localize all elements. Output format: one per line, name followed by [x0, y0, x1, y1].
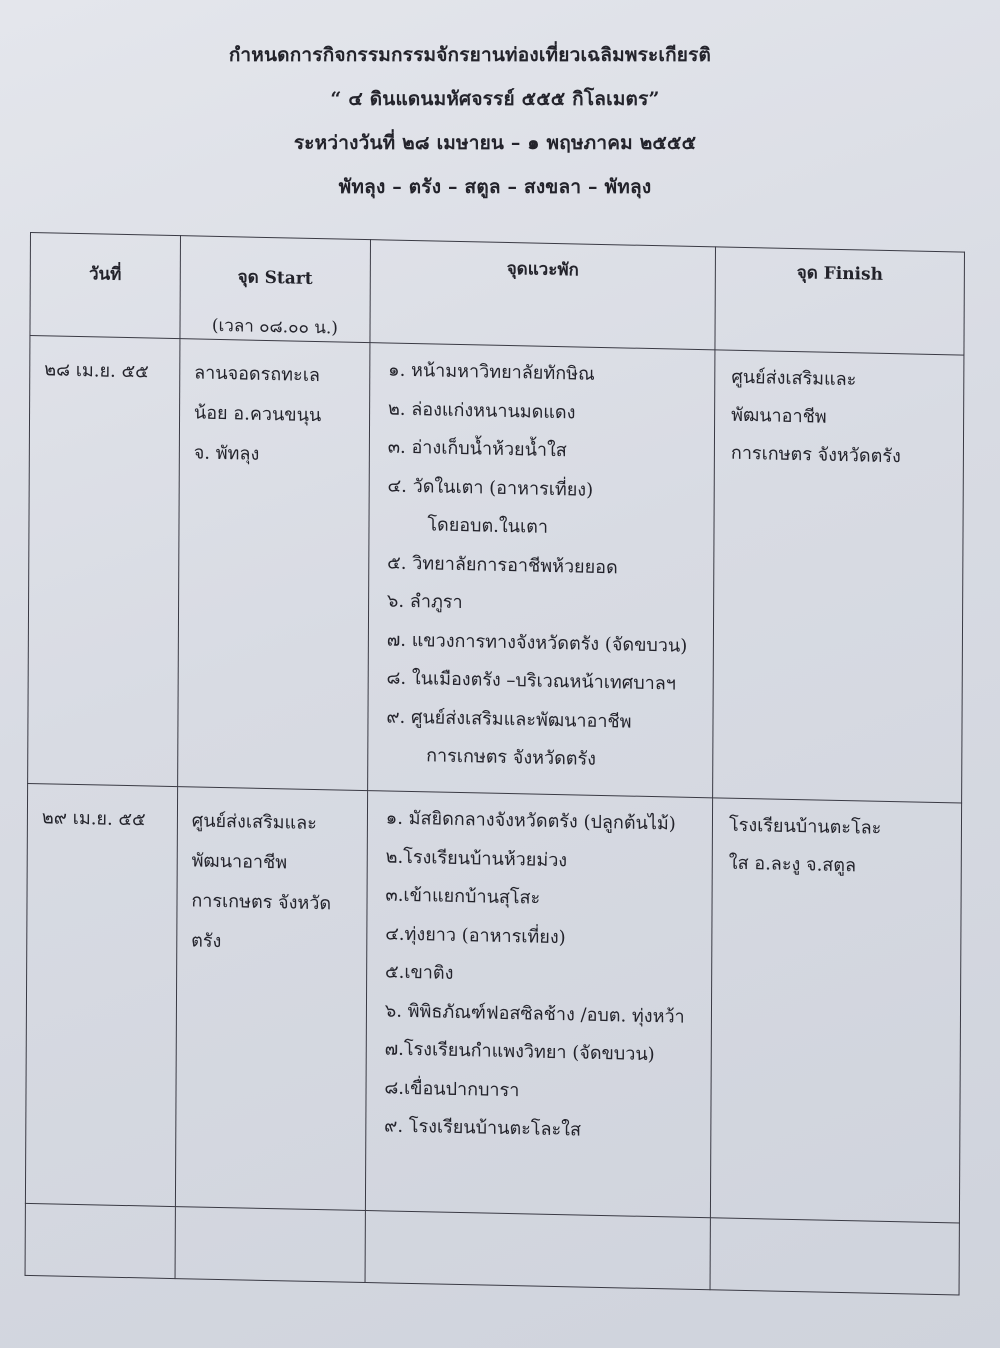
header-start-time: (เวลา ๐๘.๐๐ น.) [211, 315, 338, 339]
header-date: วันที่ [88, 264, 122, 285]
row-start [177, 339, 369, 791]
row-stops [365, 791, 712, 1218]
stop-item: ๙. ศูนย์ส่งเสริมและพัฒนาอาชีพ [386, 705, 632, 733]
stop-item: ๖. ลำภูรา [386, 590, 463, 614]
start-line: ศูนย์ส่งเสริมและ [191, 810, 317, 835]
stop-item: ๗. แขวงการทางจังหวัดตรัง (จัดขบวน) [386, 628, 688, 657]
stop-item: ๒.โรงเรียนบ้านห้วยม่วง [385, 845, 568, 871]
document-header [0, 40, 1000, 202]
stop-item: ๓.เข้าแยกบ้านสุโสะ [385, 884, 541, 909]
header-stops-cell [370, 240, 716, 350]
header-start-cell [180, 236, 371, 343]
table-header-row [30, 233, 965, 356]
stop-item-continued: โดยอบต.ในเตา [427, 514, 549, 538]
empty-cell [365, 1211, 711, 1290]
start-line: จ. พัทลุง [193, 442, 260, 465]
row-finish [710, 798, 961, 1223]
stop-item: ๕.เขาติง [384, 961, 454, 984]
stop-item: ๘. ในเมืองตรัง –บริเวณหน้าเทศบาลฯ [386, 667, 676, 695]
start-line: การเกษตร จังหวัด [191, 890, 332, 915]
header-event-name: “ ๔ ดินแดนมหัศจรรย์ ๕๕๕ กิโลเมตร” [330, 88, 660, 110]
stop-item: ๙. โรงเรียนบ้านตะโละใส [384, 1115, 582, 1141]
header-start: จุด Start [237, 267, 313, 289]
stop-item-continued: การเกษตร จังหวัดตรัง [426, 745, 597, 770]
stop-item: ๔.ทุ่งยาว (อาหารเที่ยง) [385, 922, 566, 948]
finish-line: การเกษตร จังหวัดตรัง [730, 442, 901, 468]
stop-item: ๑. มัสยิดกลางจังหวัดตรัง (ปลูกต้นไม้) [385, 807, 676, 835]
schedule-table [25, 232, 965, 1295]
stop-item: ๑. หน้ามหาวิทยาลัยทักษิณ [388, 359, 595, 385]
finish-line: ใส อ.ละงู จ.สตูล [728, 852, 857, 877]
table-row [28, 336, 964, 804]
start-line: น้อย อ.ควนขนุน [193, 402, 322, 427]
start-line: ลานจอดรถทะเล [194, 362, 320, 387]
empty-cell [25, 1203, 175, 1278]
empty-cell [175, 1207, 365, 1283]
stop-item: ๔. วัดในเตา (อาหารเที่ยง) [387, 474, 594, 501]
start-line: พัฒนาอาชีพ [191, 850, 288, 874]
stop-item: ๗.โรงเรียนกำแพงวิทยา (จัดขบวน) [384, 1038, 655, 1066]
stop-item: ๘.เขื่อนปากบารา [384, 1076, 520, 1101]
row-date: ๒๙ เม.ย. ๕๕ [25, 783, 177, 1206]
header-route: พัทลุง – ตรัง – สตูล – สงขลา – พัทลุง [338, 176, 652, 198]
header-date-range: ระหว่างวันที่ ๒๘ เมษายน – ๑ พฤษภาคม ๒๕๕๕ [293, 132, 697, 154]
table-row [25, 783, 961, 1223]
row-date: ๒๘ เม.ย. ๕๕ [28, 336, 180, 787]
finish-line: พัฒนาอาชีพ [731, 404, 827, 428]
header-title: กำหนดการกิจกรรมกรรมจักรยานท่องเที่ยวเฉลิมพระเกียรติ [228, 44, 712, 66]
stop-item: ๖. พิพิธภัณฑ์ฟอสซิลช้าง /อบต. ทุ่งหว้า [384, 999, 685, 1028]
stop-item: ๒. ล่องแก่งหนานมดแดง [387, 398, 576, 423]
header-finish-cell [715, 247, 964, 355]
row-finish [713, 350, 964, 803]
finish-line: โรงเรียนบ้านตะโละ [728, 814, 882, 839]
stop-item: ๕. วิทยาลัยการอาชีพห้วยยอด [387, 551, 618, 578]
header-stops: จุดแวะพัก [506, 258, 579, 281]
empty-cell [710, 1218, 959, 1295]
start-line: ตรัง [191, 930, 222, 953]
row-start [175, 787, 367, 1211]
row-stops [367, 343, 715, 798]
header-date-cell [30, 233, 180, 339]
stop-item: ๓. อ่างเก็บน้ำห้วยน้ำใส [387, 436, 567, 462]
finish-line: ศูนย์ส่งเสริมและ [731, 366, 857, 391]
header-finish: จุด Finish [796, 263, 884, 285]
